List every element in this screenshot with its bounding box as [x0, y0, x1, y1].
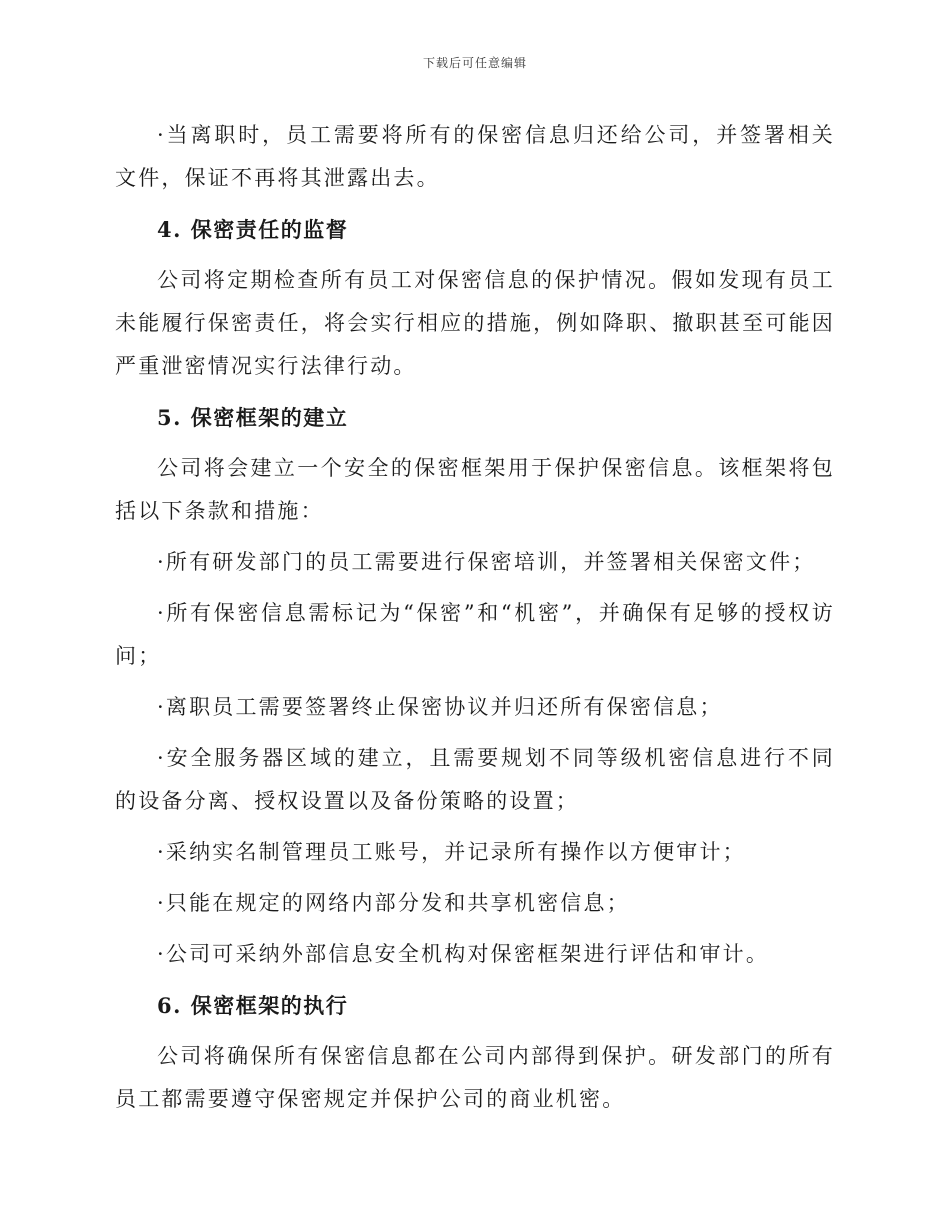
paragraph-framework-intro: 公司将会建立一个安全的保密框架用于保护保密信息。该框架将包括以下条款和措施：	[115, 456, 835, 523]
paragraph-execution: 公司将确保所有保密信息都在公司内部得到保护。研发部门的所有员工都需要遵守保密规定并保护公司的商业机密。	[115, 1044, 835, 1111]
page-header: 下载后可任意编辑	[422, 56, 527, 70]
bullet-secure-server: ·安全服务器区域的建立，且需要规划不同等级机密信息进行不同的设备分离、授权设置以及备份策略的设置；	[115, 746, 835, 813]
bullet-training: ·所有研发部门的员工需要进行保密培训，并签署相关保密文件；	[157, 550, 816, 574]
bullet-resignation-return: ·当离职时，员工需要将所有的保密信息归还给公司，并签署相关文件，保证不再将其泄露出去。	[115, 123, 835, 190]
bullet-real-name-accounts: ·采纳实名制管理员工账号，并记录所有操作以方便审计；	[157, 840, 746, 864]
bullet-marking: ·所有保密信息需标记为“保密”和“机密”，并确保有足够的授权访问；	[115, 601, 835, 668]
bullet-external-audit: ·公司可采纳外部信息安全机构对保密框架进行评估和审计。	[157, 942, 770, 966]
document-body	[115, 114, 835, 1129]
bullet-internal-network: ·只能在规定的网络内部分发和共享机密信息；	[157, 891, 630, 915]
section-heading-framework: 5. 保密框架的建立	[157, 405, 349, 430]
section-heading-execution: 6. 保密框架的执行	[157, 993, 349, 1018]
paragraph-supervision: 公司将定期检查所有员工对保密信息的保护情况。假如发现有员工未能履行保密责任，将会实行相应的措施，例如降职、撤职甚至可能因严重泄密情况实行法律行动。	[115, 268, 835, 378]
bullet-termination-agreement: ·离职员工需要签署终止保密协议并归还所有保密信息；	[157, 695, 723, 719]
section-heading-supervision: 4. 保密责任的监督	[157, 217, 349, 242]
